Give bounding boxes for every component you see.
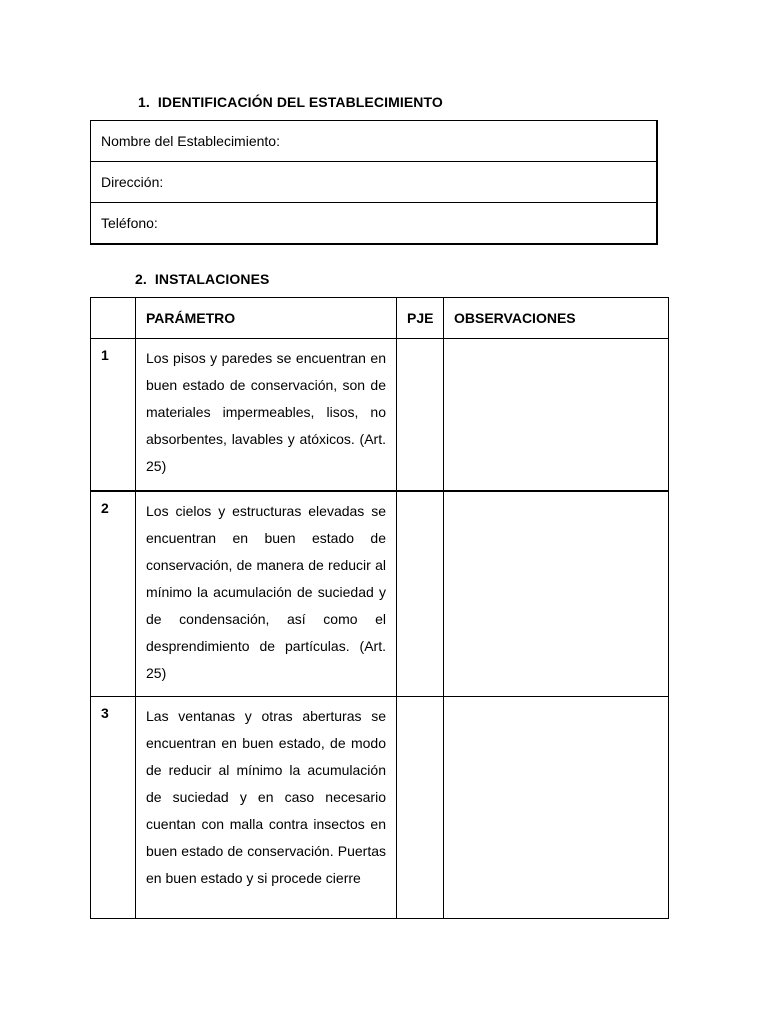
row-number: 1 — [91, 339, 136, 492]
establishment-name-field[interactable]: Nombre del Establecimiento: — [91, 121, 658, 162]
phone-field[interactable]: Teléfono: — [91, 203, 658, 245]
row-parameter-clip — [146, 703, 386, 908]
table-row — [91, 697, 669, 919]
identification-table — [90, 120, 658, 245]
row-observations-cell[interactable] — [444, 339, 669, 492]
section-2-title — [135, 271, 270, 287]
section-2-title-text: INSTALACIONES — [154, 271, 270, 287]
row-parameter-text: Las ventanas y otras aberturas se encuentran en buen estado, de modo de reducir al mínimo la acumulación de suciedad y en caso necesario cuentan con malla contra insectos en buen estado de conservación. Puertas en buen estado y si procede cierre — [146, 708, 386, 886]
section-1-title-text: IDENTIFICACIÓN DEL ESTABLECIMIENTO — [157, 94, 443, 110]
row-score-cell[interactable] — [397, 339, 444, 492]
identification-row-address — [91, 162, 658, 203]
row-score-cell[interactable] — [397, 491, 444, 697]
row-parameter-text: Los cielos y estructuras elevadas se encuentran en buen estado de conservación, de manera de reducir al mínimo la acumulación de suciedad y de condensación, así como el desprendimiento de partículas. (Art. 25) — [146, 503, 386, 681]
row-parameter-text: Los pisos y paredes se encuentran en buen estado de conservación, son de materiales impermeables, lisos, no absorbentes, lavables y atóxicos. (Art. 25) — [146, 350, 386, 474]
installations-header-row — [91, 298, 669, 339]
section-2-number: 2. — [135, 271, 147, 287]
header-score: PJE — [397, 298, 444, 339]
row-number: 3 — [91, 697, 136, 919]
row-observations-cell[interactable] — [444, 697, 669, 919]
row-parameter — [136, 339, 397, 492]
row-score-cell[interactable] — [397, 697, 444, 919]
row-parameter — [136, 697, 397, 919]
row-number: 2 — [91, 491, 136, 697]
section-1-title — [138, 94, 443, 110]
row-observations-cell[interactable] — [444, 491, 669, 697]
header-number — [91, 298, 136, 339]
table-row — [91, 491, 669, 697]
row-parameter — [136, 491, 397, 697]
installations-table — [90, 297, 669, 919]
identification-row-phone — [91, 203, 658, 245]
identification-row-name — [91, 121, 658, 162]
header-observations: OBSERVACIONES — [444, 298, 669, 339]
section-1-number: 1. — [138, 94, 150, 110]
address-field[interactable]: Dirección: — [91, 162, 658, 203]
header-parameter: PARÁMETRO — [136, 298, 397, 339]
table-row — [91, 339, 669, 492]
